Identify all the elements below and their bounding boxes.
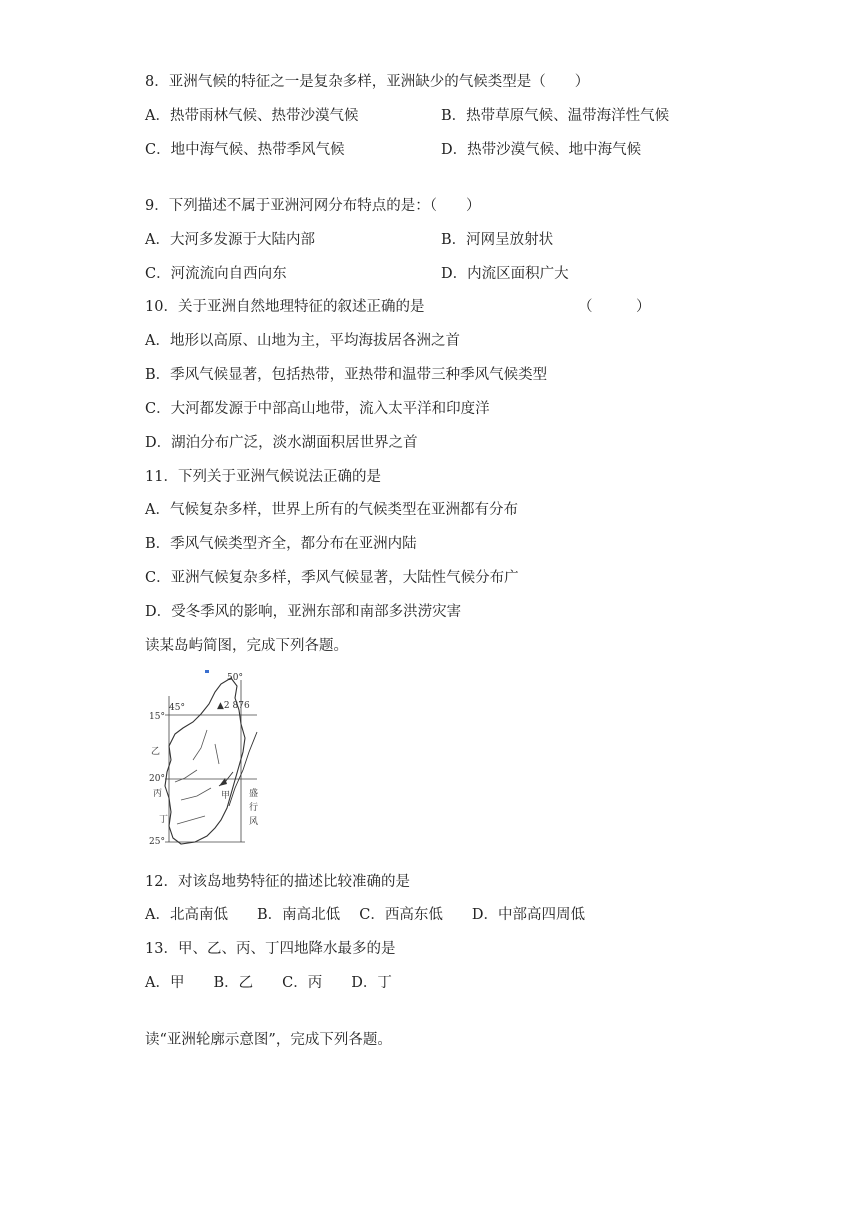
label-peak: ▲2 876: [217, 701, 250, 711]
q13-stem: 13．甲、乙、丙、丁四地降水最多的是: [145, 941, 396, 957]
q8-option-a: A．热带雨林气候、热带沙漠气候: [145, 108, 359, 124]
q8-stem: 8．亚洲气候的特征之一是复杂多样，亚洲缺少的气候类型是（ ）: [145, 74, 590, 90]
q10-option-b: B．季风气候显著，包括热带，亚热带和温带三种季风气候类型: [145, 367, 548, 383]
label-lon-45: 45°: [169, 703, 185, 713]
q9-option-b: B．河网呈放射状: [441, 232, 554, 248]
q9-option-c: C．河流流向自西向东: [145, 266, 287, 282]
q8-option-d: D．热带沙漠气候、地中海气候: [441, 142, 642, 158]
q12-options: A．北高南低 B．南高北低 C．西高东低 D．中部高四周低: [145, 907, 585, 923]
q9-option-a: A．大河多发源于大陆内部: [145, 232, 315, 248]
q9-stem: 9．下列描述不属于亚洲河网分布特点的是：（ ）: [145, 198, 481, 214]
q11-option-d: D．受冬季风的影响，亚洲东部和南部多洪涝灾害: [145, 604, 462, 620]
label-jia: 甲: [221, 791, 231, 801]
label-yi: 乙: [151, 747, 161, 757]
q10-option-c: C．大河都发源于中部高山地带，流入太平洋和印度洋: [145, 401, 490, 417]
label-wind-2: 行: [249, 803, 259, 813]
q10-answer-paren: （ ）: [578, 299, 651, 315]
label-wind-1: 盛: [249, 789, 259, 799]
island-map: [145, 668, 273, 850]
q10-option-d: D．湖泊分布广泛，淡水湖面积居世界之首: [145, 435, 418, 451]
label-wind-3: 风: [249, 817, 259, 827]
q12-stem: 12．对该岛地势特征的描述比较准确的是: [145, 874, 410, 890]
asia-intro: 读“亚洲轮廓示意图”，完成下列各题。: [145, 1032, 392, 1048]
q8-option-b: B．热带草原气候、温带海洋性气候: [441, 108, 670, 124]
q8-option-c: C．地中海气候、热带季风气候: [145, 142, 345, 158]
q11-option-c: C．亚洲气候复杂多样，季风气候显著，大陆性气候分布广: [145, 570, 519, 586]
q11-option-b: B．季风气候类型齐全，都分布在亚洲内陆: [145, 536, 417, 552]
q10-stem: 10．关于亚洲自然地理特征的叙述正确的是: [145, 299, 425, 315]
label-ding: 丁: [159, 815, 169, 825]
q11-option-a: A．气候复杂多样，世界上所有的气候类型在亚洲都有分布: [145, 502, 518, 518]
label-lat-15: 15°: [149, 712, 165, 722]
label-lat-20: 20°: [149, 774, 165, 784]
q13-options: A．甲 B．乙 C．丙 D．丁: [145, 975, 392, 991]
q11-stem: 11．下列关于亚洲气候说法正确的是: [145, 469, 381, 485]
island-intro: 读某岛屿简图，完成下列各题。: [145, 638, 348, 654]
q10-option-a: A．地形以高原、山地为主，平均海拔居各洲之首: [145, 333, 460, 349]
label-lon-50: 50°: [227, 673, 243, 683]
q9-option-d: D．内流区面积广大: [441, 266, 569, 282]
label-bing: 丙: [153, 789, 163, 799]
label-lat-25: 25°: [149, 837, 165, 847]
